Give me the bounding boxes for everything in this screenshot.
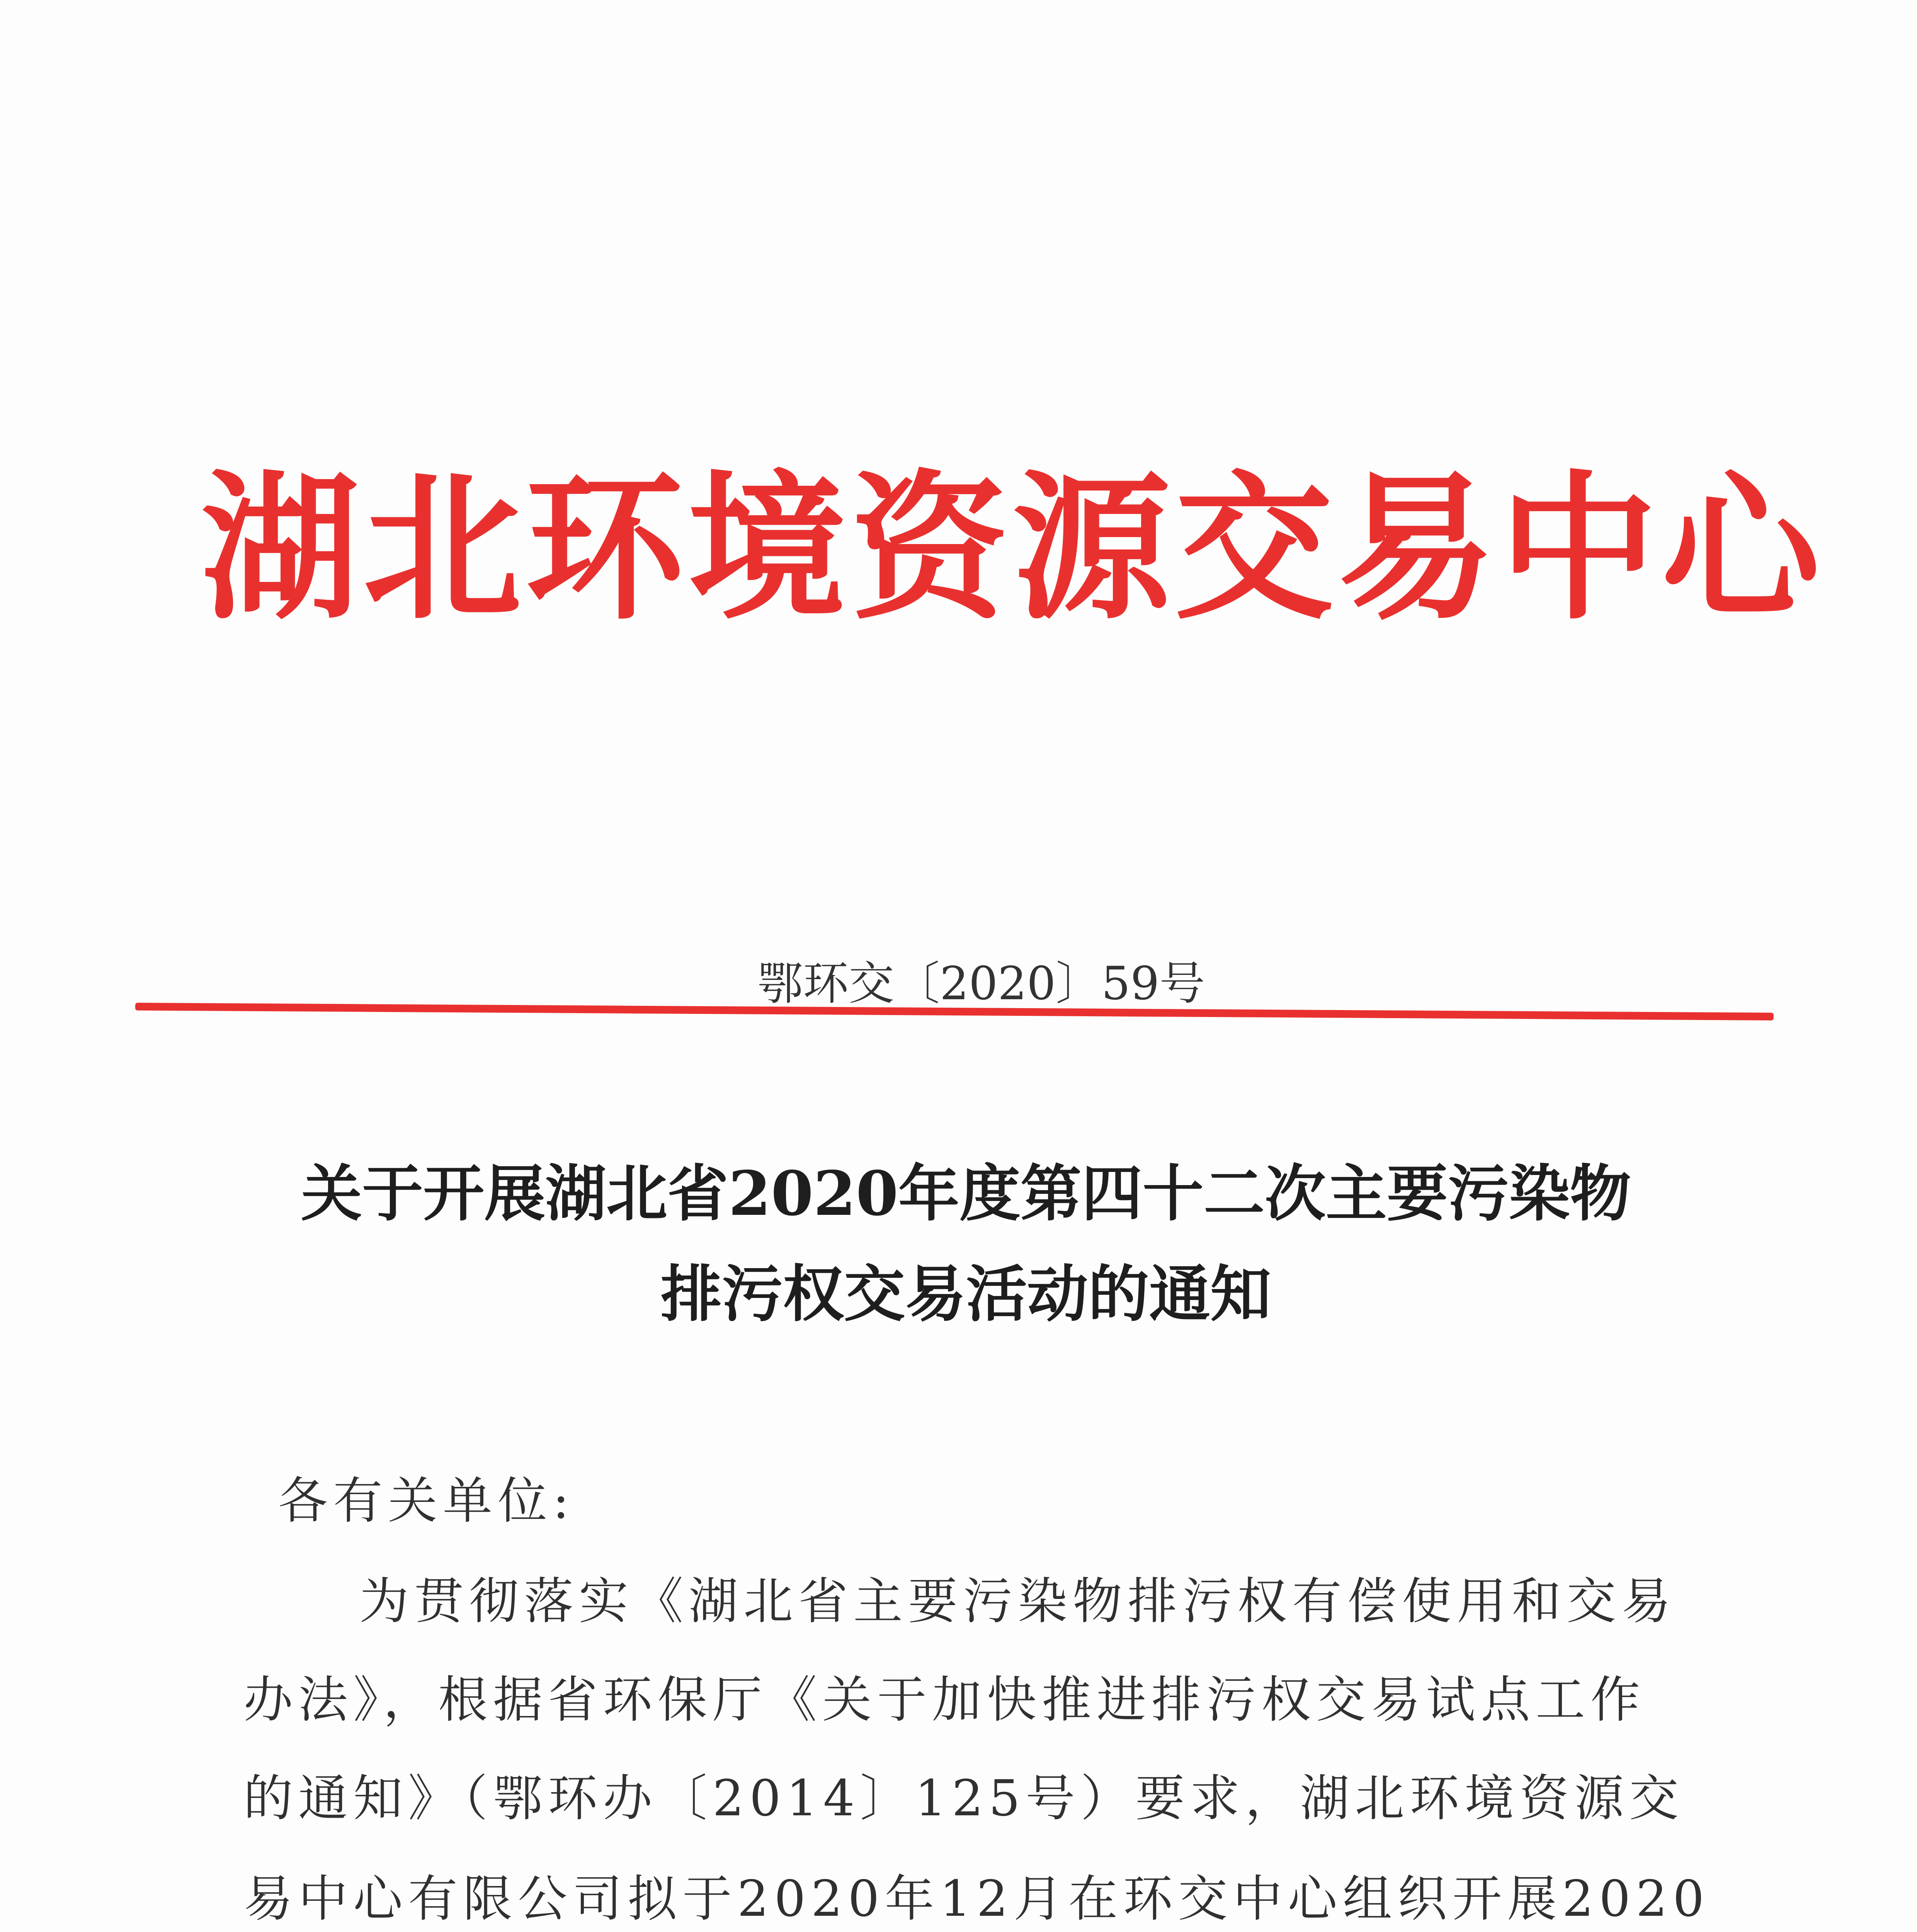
document-title-line-1: 关于开展湖北省2020年度第四十二次主要污染物 [301,1158,1631,1230]
paragraph-line: 为贯彻落实《湖北省主要污染物排污权有偿使用和交易 [359,1573,1677,1630]
paragraph-line: 办法》，根据省环保厅《关于加快推进排污权交易试点工作 [243,1671,1646,1729]
salutation: 各有关单位: [278,1472,575,1530]
document-title-line-2: 排污权交易活动的通知 [661,1259,1271,1330]
paragraph-line: 的通知》（鄂环办〔2014〕125号）要求，湖北环境资源交 [243,1770,1684,1827]
document-number: 鄂环交〔2020〕59号 [757,957,1205,1010]
organization-letterhead: 湖北环境资源交易中心 [201,456,1824,641]
paragraph-line: 易中心有限公司拟于2020年12月在环交中心组织开展2020 [243,1870,1710,1928]
